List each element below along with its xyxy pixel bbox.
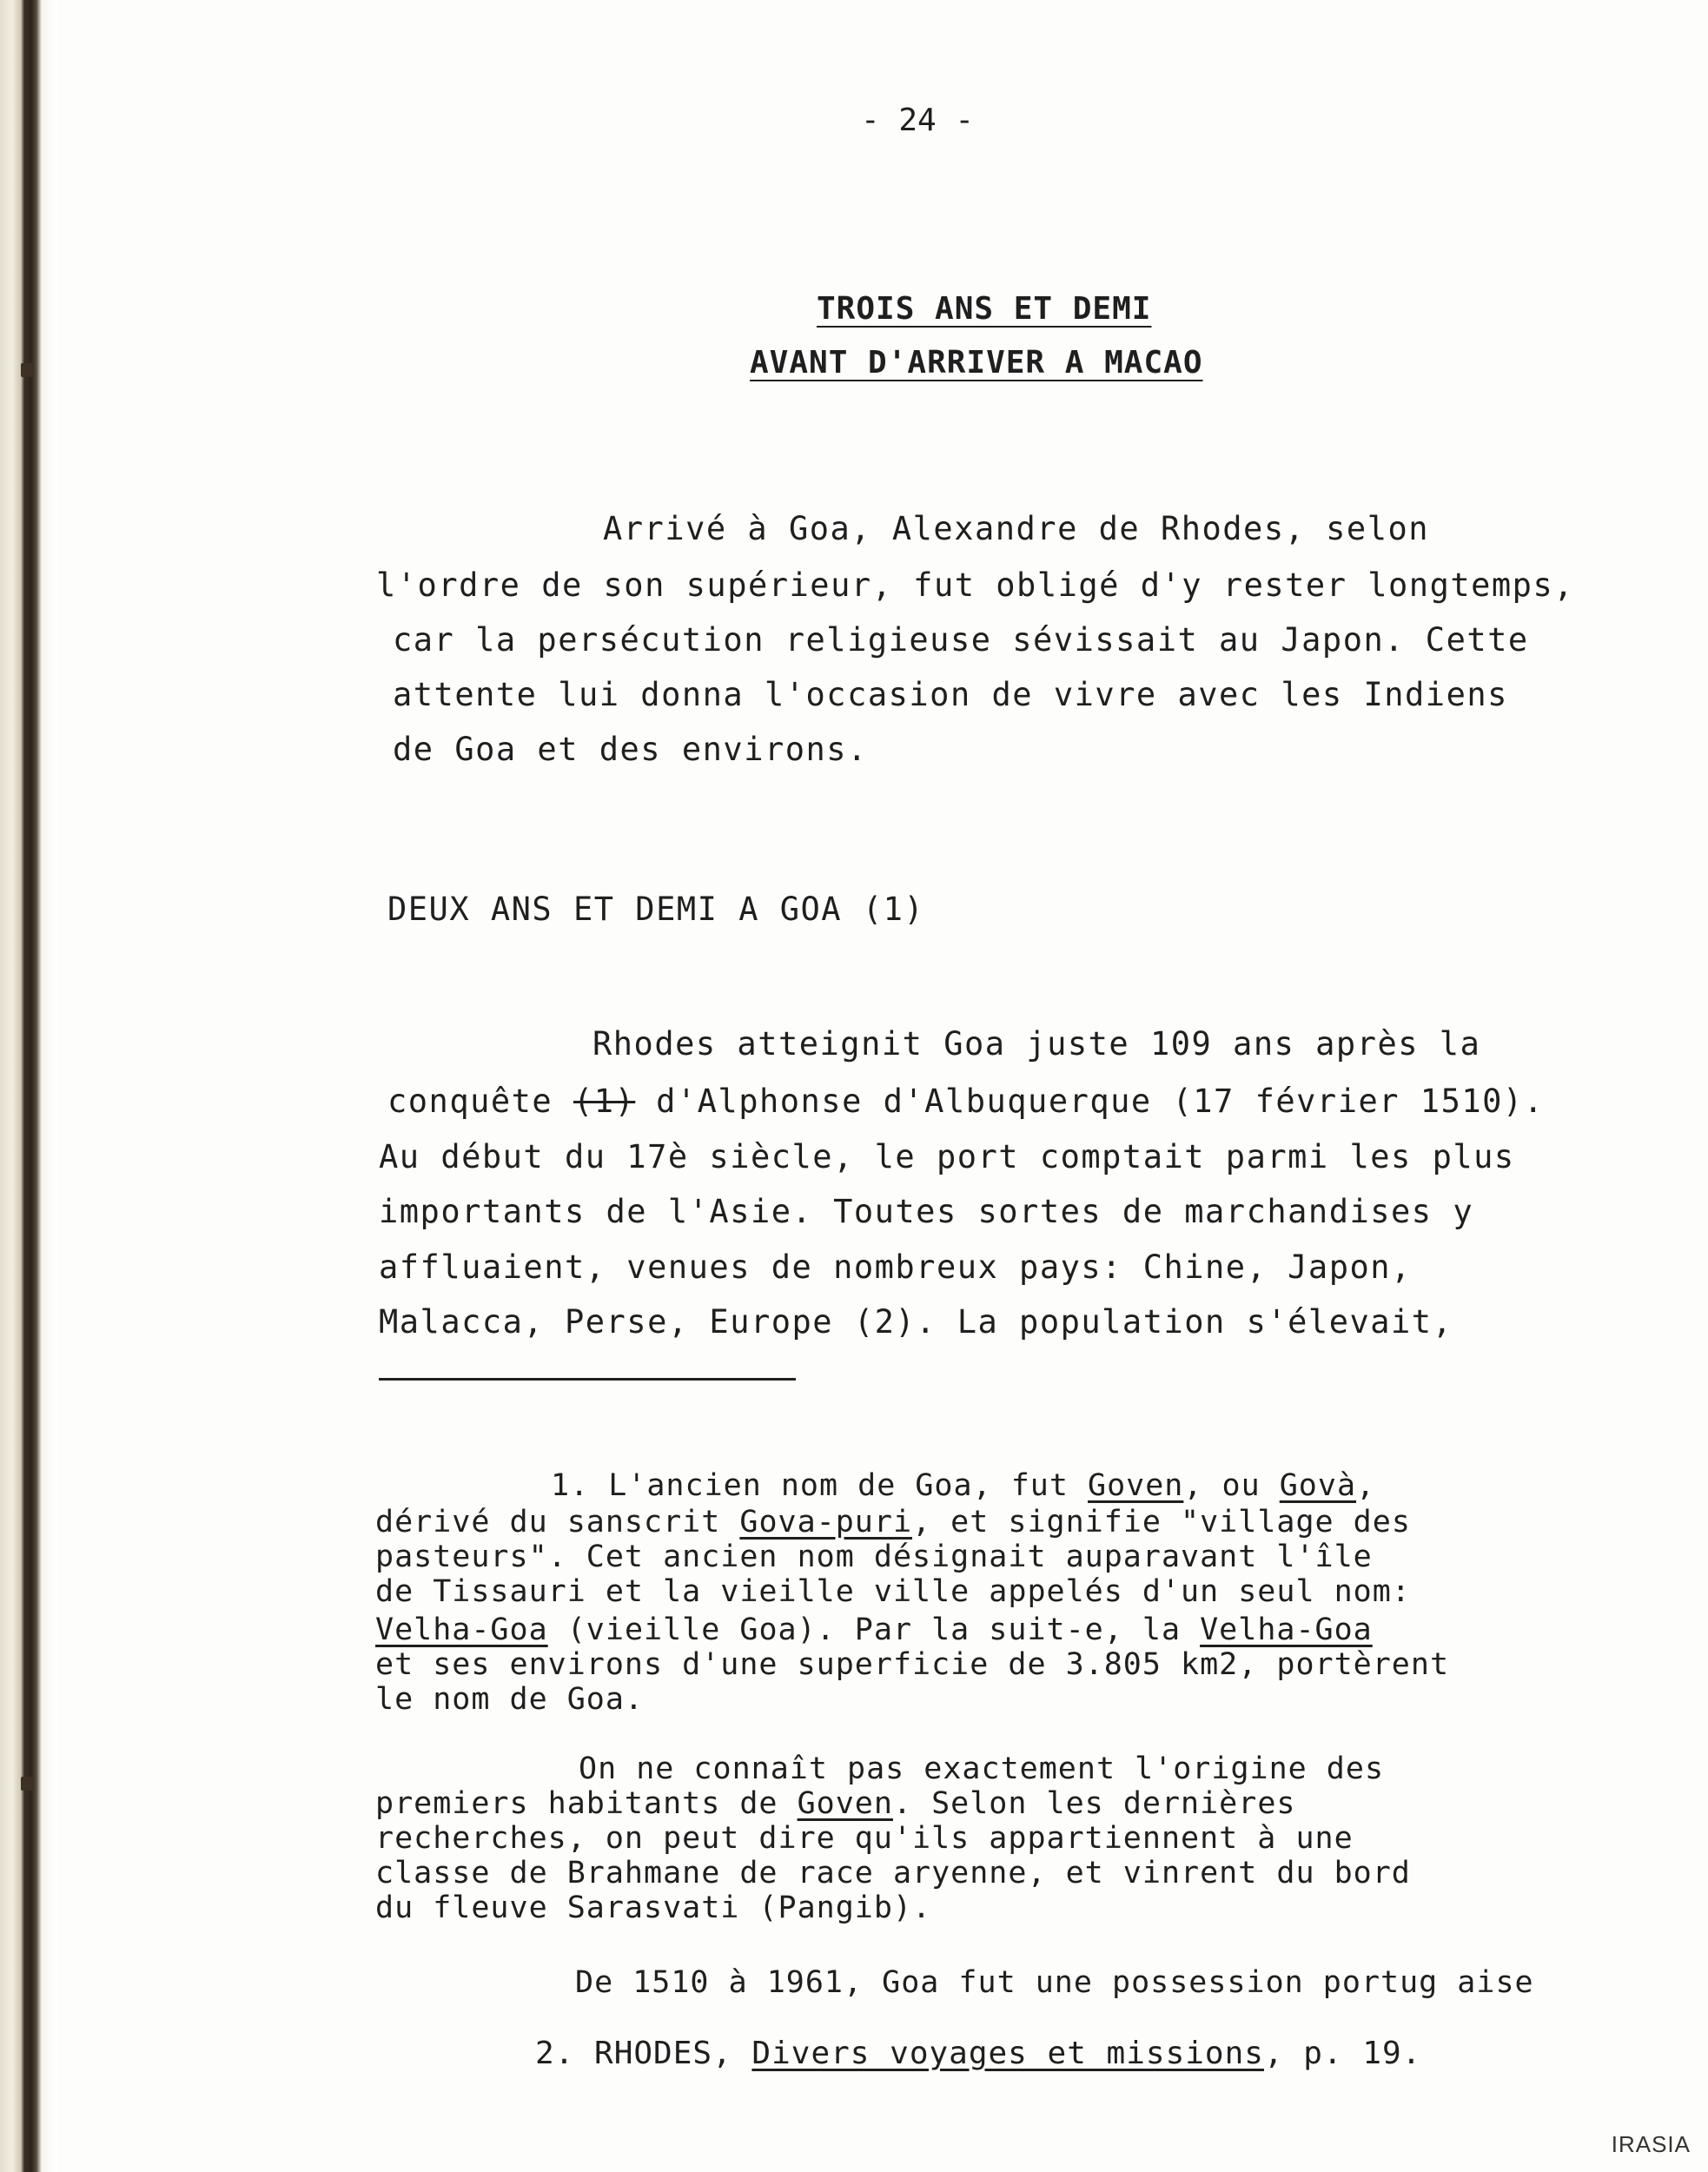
footnote-line: recherches, on peut dire qu'ils appartiennent à une bbox=[375, 1821, 1354, 1856]
section-heading: DEUX ANS ET DEMI A GOA (1) bbox=[387, 891, 925, 928]
footnote-line: On ne connaît pas exactement l'origine des bbox=[579, 1752, 1385, 1786]
page-title-line-2: AVANT D'ARRIVER A MACAO bbox=[750, 345, 1203, 381]
section-line: Malacca, Perse, Europe (2). La population s'élevait, bbox=[379, 1303, 1453, 1341]
footnote-line: classe de Brahmane de race aryenne, et vinrent du bord bbox=[375, 1856, 1411, 1891]
footnote-line: dérivé du sanscrit Gova-puri, et signifie "village des bbox=[375, 1505, 1411, 1540]
scan-binding-edge bbox=[0, 0, 57, 2172]
intro-line: de Goa et des environs. bbox=[393, 731, 868, 768]
footnote-line: de Tissauri et la vieille ville appelés d'un seul nom: bbox=[375, 1574, 1411, 1609]
struck-footnote-ref: (1) bbox=[573, 1083, 636, 1120]
section-line: affluaient, venues de nombreux pays: Chine, Japon, bbox=[379, 1248, 1412, 1286]
intro-line: attente lui donna l'occasion de vivre avec les Indiens bbox=[393, 676, 1508, 713]
footnote-line: du fleuve Sarasvati (Pangib). bbox=[375, 1891, 932, 1925]
watermark: IRASIA bbox=[1611, 2131, 1691, 2157]
section-line: conquête (1) d'Alphonse d'Albuquerque (17 février 1510). bbox=[387, 1083, 1545, 1120]
footnote-line: pasteurs". Cet ancien nom désignait auparavant l'île bbox=[375, 1540, 1373, 1574]
binding-mark bbox=[21, 1777, 33, 1791]
footnote-line: le nom de Goa. bbox=[375, 1682, 645, 1717]
page-number: - 24 - bbox=[860, 103, 975, 138]
binding-mark bbox=[21, 363, 33, 377]
footnote-separator bbox=[379, 1378, 796, 1381]
page-title-line-1: TROIS ANS ET DEMI bbox=[817, 291, 1152, 327]
footnote-line: 1. L'ancien nom de Goa, fut Goven, ou Govà, bbox=[551, 1468, 1376, 1503]
section-line: importants de l'Asie. Toutes sortes de marchandises y bbox=[379, 1193, 1474, 1230]
footnote-line: De 1510 à 1961, Goa fut une possession portug aise bbox=[575, 1965, 1534, 2000]
footnote-2: 2. RHODES, Divers voyages et missions, p. 19. bbox=[535, 2036, 1422, 2071]
footnote-line: premiers habitants de Goven. Selon les dernières bbox=[375, 1786, 1296, 1821]
intro-line: l'ordre de son supérieur, fut obligé d'y rester longtemps, bbox=[376, 566, 1575, 604]
footnote-line: Velha-Goa (vieille Goa). Par la suit-e, la Velha-Goa bbox=[375, 1612, 1373, 1647]
section-line: Au début du 17è siècle, le port comptait parmi les plus bbox=[379, 1138, 1515, 1175]
intro-line: car la persécution religieuse sévissait au Japon. Cette bbox=[393, 621, 1529, 659]
section-line: Rhodes atteignit Goa juste 109 ans après la bbox=[593, 1025, 1481, 1063]
footnote-line: et ses environs d'une superficie de 3.805 km2, portèrent bbox=[375, 1647, 1450, 1682]
intro-line: Arrivé à Goa, Alexandre de Rhodes, selon bbox=[603, 510, 1430, 547]
document-page bbox=[57, 0, 1708, 2172]
